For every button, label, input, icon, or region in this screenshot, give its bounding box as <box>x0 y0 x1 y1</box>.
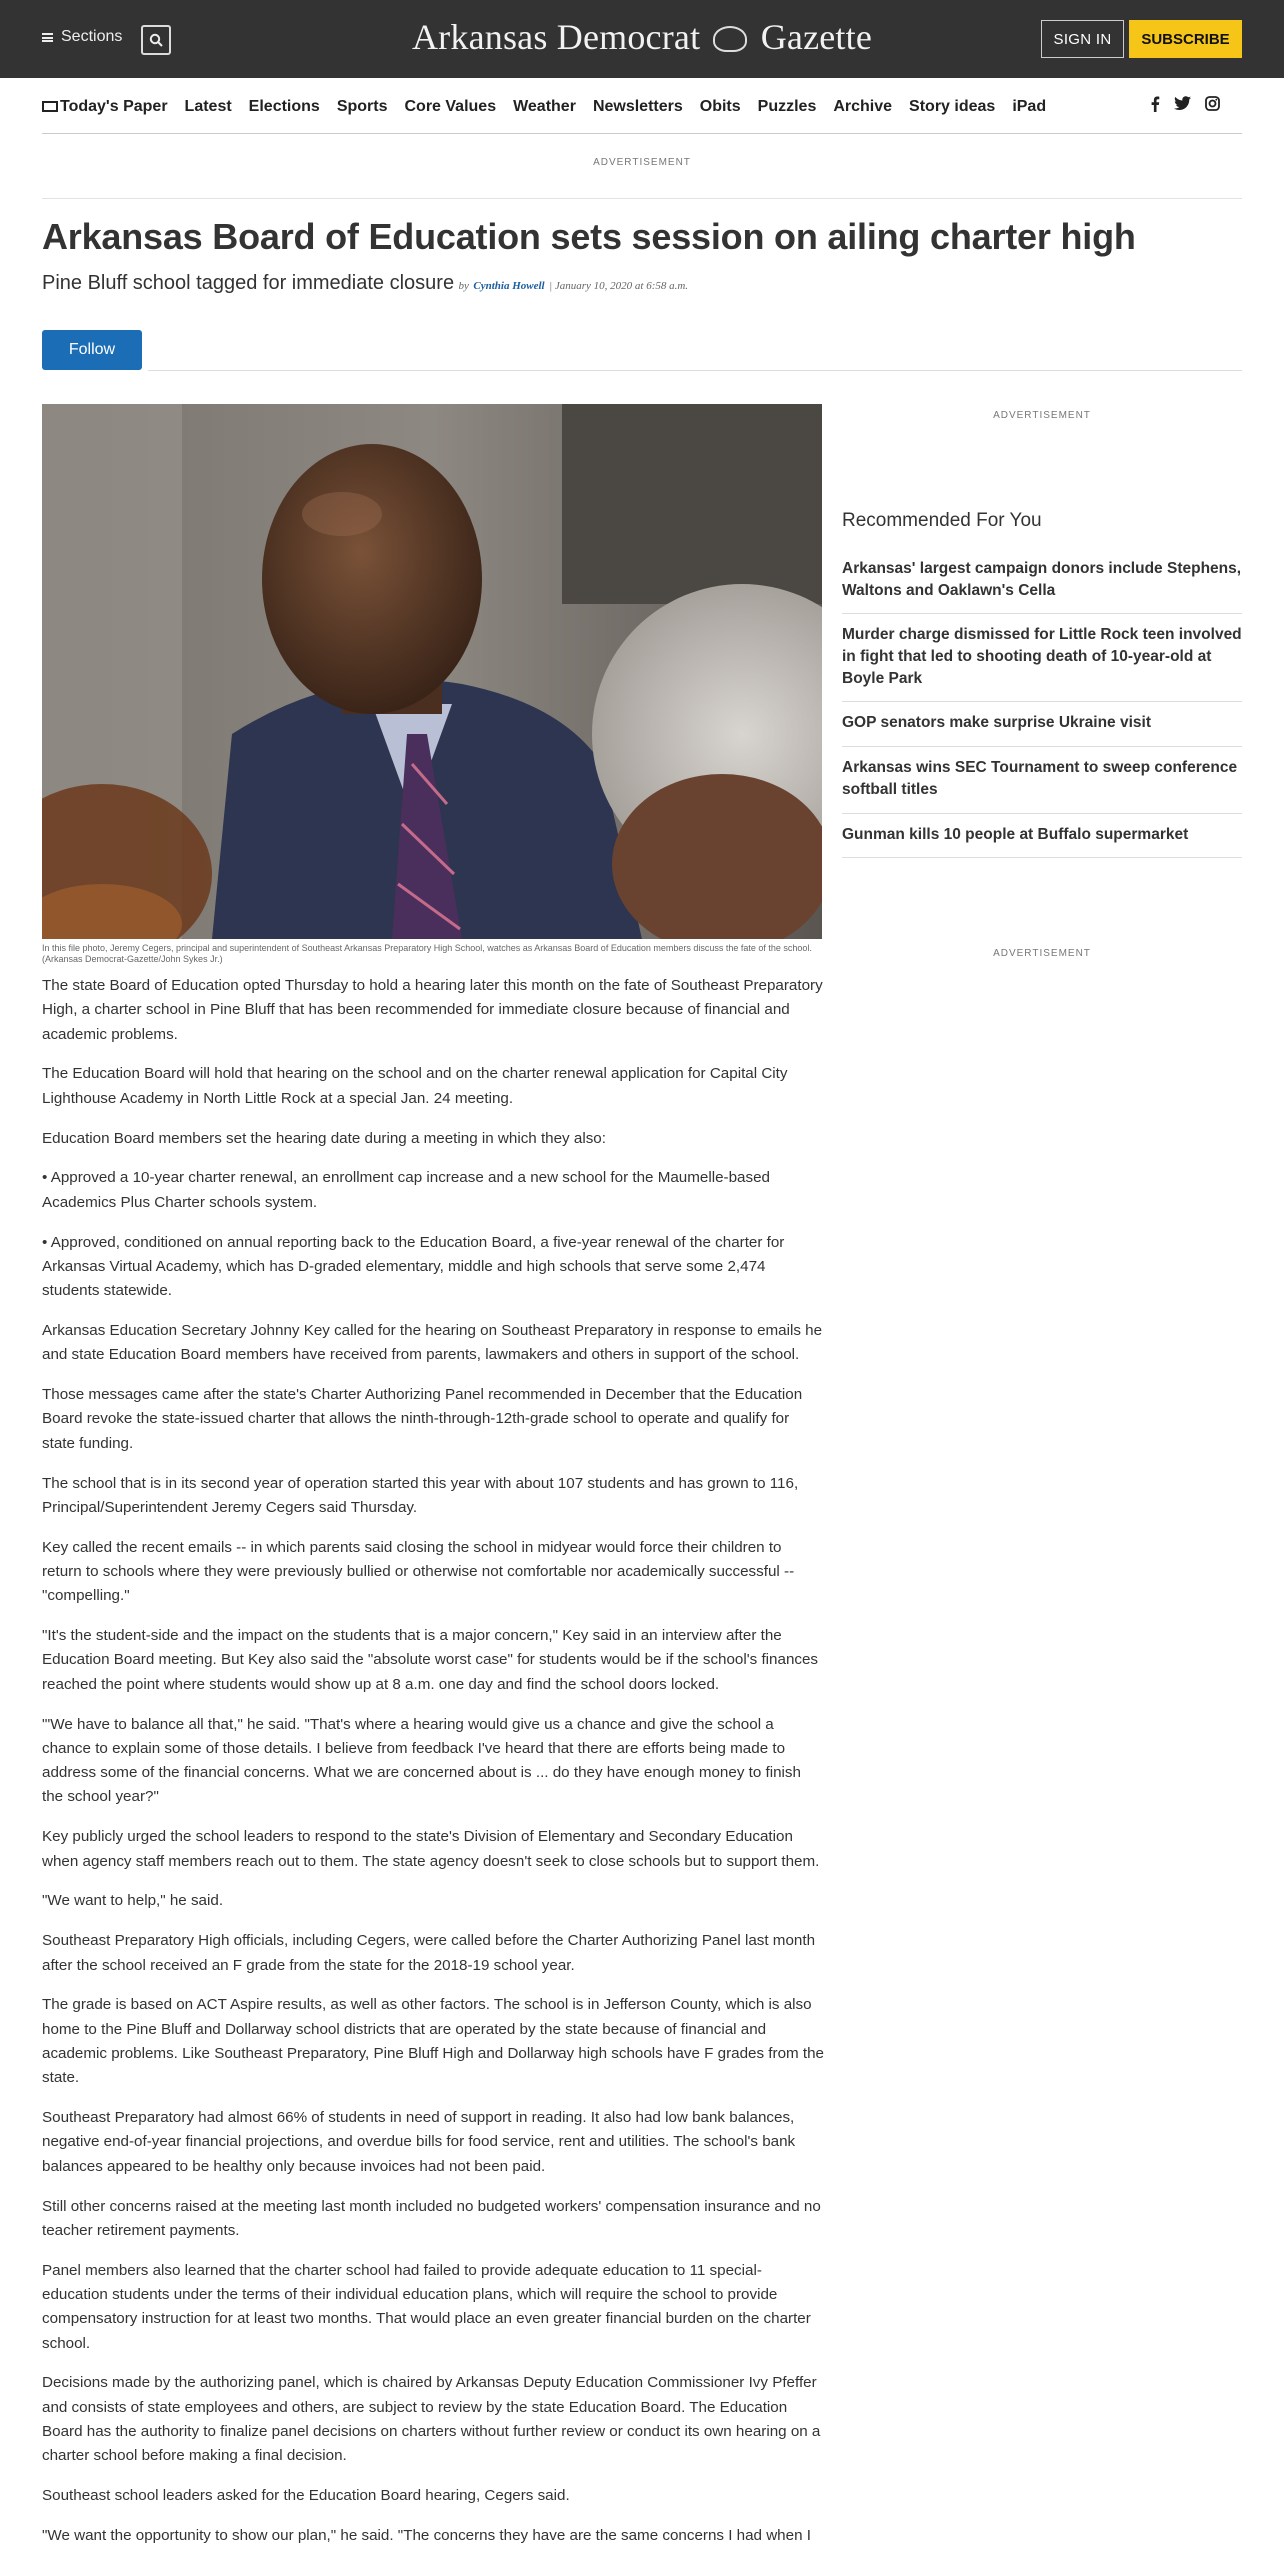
article-body <box>42 974 824 2564</box>
nav-item-story-ideas[interactable]: Story ideas <box>909 98 996 115</box>
article-paragraph: Panel members also learned that the charter school had failed to provide adequate education to 11 special-education students under the terms of their individual education plans, which will require the school to provide compensatory instruction for at least two months. That would place an even greater financial burden on the charter school. <box>42 2261 811 2352</box>
article-paragraph: "We want to help," he said. <box>42 1892 224 1910</box>
recommended-title: Recommended For You <box>842 510 1042 531</box>
article-paragraph: • Approved a 10-year charter renewal, an enrollment cap increase and a new school for the Maumelle-based Academics Plus Charter schools system. <box>42 1169 770 1211</box>
article-headline: Arkansas Board of Education sets session on ailing charter high <box>42 216 1136 257</box>
sign-in-button[interactable]: SIGN IN <box>1041 20 1124 58</box>
nav-item-newsletters[interactable]: Newsletters <box>592 98 683 115</box>
article-paragraph: Southeast Preparatory had almost 66% of students in need of support in reading. It also had low bank balances, negative end-of-year financial projections, and overdue bills for food service, rent and utilities. The school's bank balances appeared to be healthy only because invoices had not been paid. <box>42 2109 796 2175</box>
article-paragraph: Arkansas Education Secretary Johnny Key called for the hearing on Southeast Preparatory in response to emails he and state Education Board members have received from parents, lawmakers and others in support of the school. <box>42 1321 823 1364</box>
instagram-icon[interactable] <box>1205 96 1220 111</box>
nav-item-ipad[interactable]: iPad <box>1012 98 1047 115</box>
article-paragraph: The Education Board will hold that hearing on the school and on the charter renewal application for Capital City Lighthouse Academy in North Little Rock at a special Jan. 24 meeting. <box>42 1065 788 1107</box>
article-paragraph: "It's the student-side and the impact on the students that is a major concern," Key said in an interview after the Education Board meeting. But Key also said the "absolute worst case" for students would be if the school's finances reached the point where students would show up at 8 a.m. one day and find the school doors locked. <box>42 1627 819 1693</box>
main-nav <box>42 94 1063 120</box>
logo-text-right: Gazette <box>760 17 873 57</box>
article-paragraph: Key publicly urged the school leaders to respond to the state's Division of Elementary and Secondary Education when agency staff members reach out to them. The state agency doesn't seek to close schools but to support them. <box>42 1828 820 1870</box>
article-paragraph: Education Board members set the hearing date during a meeting in which they also: <box>42 1129 606 1147</box>
recommended-item[interactable]: Arkansas' largest campaign donors include Stephens, Waltons and Oaklawn's Cella <box>842 548 1242 614</box>
article-paragraph: Still other concerns raised at the meeting last month included no budgeted workers' compensation insurance and no teacher retirement payments. <box>42 2197 821 2239</box>
twitter-icon[interactable] <box>1174 96 1191 111</box>
article-paragraph: The grade is based on ACT Aspire results, as well as other factors. The school is in Jefferson County, which is also home to the Pine Bluff and Dollarway school districts that are operated by the state because of financial and academic problems. Like Southeast Preparatory, Pine Bluff High and Dollarway high schools have F grades from the state. <box>42 1996 824 2087</box>
article-subheadline: Pine Bluff school tagged for immediate closure <box>42 272 455 294</box>
top-ad-label: ADVERTISEMENT <box>593 157 691 168</box>
article-paragraph: "We want the opportunity to show our plan," he said. "The concerns they have are the same concerns I had when I <box>42 2526 811 2544</box>
photo-illustration <box>42 404 822 939</box>
nav-item-weather[interactable]: Weather <box>513 98 576 115</box>
subscribe-button[interactable]: SUBSCRIBE <box>1129 20 1242 58</box>
article-dateline: | January 10, 2020 at 6:58 a.m. <box>549 280 689 292</box>
nav-item-obits[interactable]: Obits <box>699 98 741 115</box>
nav-item-core-values[interactable]: Core Values <box>404 98 497 115</box>
nav-item-elections[interactable]: Elections <box>248 98 320 115</box>
article-photo[interactable] <box>42 404 822 939</box>
nav-item-sports[interactable]: Sports <box>336 98 388 115</box>
nav-item-archive[interactable]: Archive <box>833 98 893 115</box>
nav-item-latest[interactable]: Latest <box>184 98 232 115</box>
article-paragraph: Those messages came after the state's Charter Authorizing Panel recommended in December that the Education Board revoke the state-issued charter that allows the ninth-through-12th-grade school to operate and qualify for state funding. <box>42 1386 803 1452</box>
sidebar-ad-label-top: ADVERTISEMENT <box>993 410 1091 421</box>
article-paragraph: "'We have to balance all that," he said. "That's where a hearing would give us a chance and give the school a chance to explain some of those details. I believe from feedback I've heard that there are efforts being made to address some of the financial concerns. What we are concerned about is ... do they have enough money to finish the school year?" <box>42 1715 801 1806</box>
byline-prefix: by <box>458 280 469 292</box>
newspaper-icon <box>42 101 58 112</box>
recommended-list <box>842 548 1242 858</box>
article-paragraph: Southeast Preparatory High officials, including Cegers, were called before the Charter Authorizing Panel last month after the school received an F grade from the state for the 2018-19 school year. <box>42 1932 816 1974</box>
follow-button[interactable]: Follow <box>42 330 142 370</box>
recommended-item[interactable]: GOP senators make surprise Ukraine visit <box>842 702 1242 747</box>
article-paragraph: Key called the recent emails -- in which parents said closing the school in midyear would force their children to return to schools where they were previously bullied or otherwise not comfortable nor academically successful -- "compelling." <box>42 1538 795 1605</box>
sections-label: Sections <box>61 28 123 45</box>
article-paragraph: The school that is in its second year of operation started this year with about 107 students and has grown to 116, Principal/Superintendent Jeremy Cegers said Thursday. <box>42 1474 799 1516</box>
article-paragraph: Southeast school leaders asked for the Education Board hearing, Cegers said. <box>42 2487 570 2505</box>
recommended-item[interactable]: Arkansas wins SEC Tournament to sweep conference softball titles <box>842 747 1242 813</box>
site-header <box>0 0 1284 78</box>
article-paragraph: • Approved, conditioned on annual reporting back to the Education Board, a five-year renewal of the charter for Arkansas Virtual Academy, which has D-graded elementary, middle and high schools that serve some 2,474 students statewide. <box>42 1233 785 1300</box>
ad-divider <box>42 198 1242 199</box>
article-paragraph: Decisions made by the authorizing panel, which is chaired by Arkansas Deputy Education Commissioner Ivy Pfeffer and consists of state employees and others, are subject to review by the state Education Board. The Education Board has the authority to finalize panel decisions on charters without further review or conduct its own hearing on a charter school before making a final decision. <box>42 2374 821 2465</box>
facebook-icon[interactable] <box>1150 96 1160 112</box>
photo-caption: In this file photo, Jeremy Cegers, principal and superintendent of Southeast Arkansas Preparatory High School, watches as Arkansas Board of Education members discuss the fate of the school. (Arkansas Democrat-Gazette/John Sykes Jr.) <box>42 943 812 964</box>
sidebar-ad-label-bottom: ADVERTISEMENT <box>993 948 1091 959</box>
social-links <box>1150 96 1220 112</box>
crest-icon <box>713 26 747 52</box>
nav-item-todays-paper[interactable]: Today's Paper <box>42 98 168 116</box>
nav-divider <box>42 133 1242 134</box>
author-link[interactable]: Cynthia Howell <box>473 280 545 292</box>
follow-divider <box>148 370 1242 371</box>
logo-text-left: Arkansas Democrat <box>411 17 701 57</box>
nav-item-puzzles[interactable]: Puzzles <box>757 98 817 115</box>
recommended-item[interactable]: Murder charge dismissed for Little Rock teen involved in fight that led to shooting death of 10-year-old at Boyle Park <box>842 614 1242 702</box>
article-paragraph: The state Board of Education opted Thursday to hold a hearing later this month on the fate of Southeast Preparatory High, a charter school in Pine Bluff that has been recommended for immediate closure because of financial and academic problems. <box>42 977 823 1043</box>
recommended-item[interactable]: Gunman kills 10 people at Buffalo supermarket <box>842 814 1242 859</box>
article-subline <box>42 272 688 295</box>
